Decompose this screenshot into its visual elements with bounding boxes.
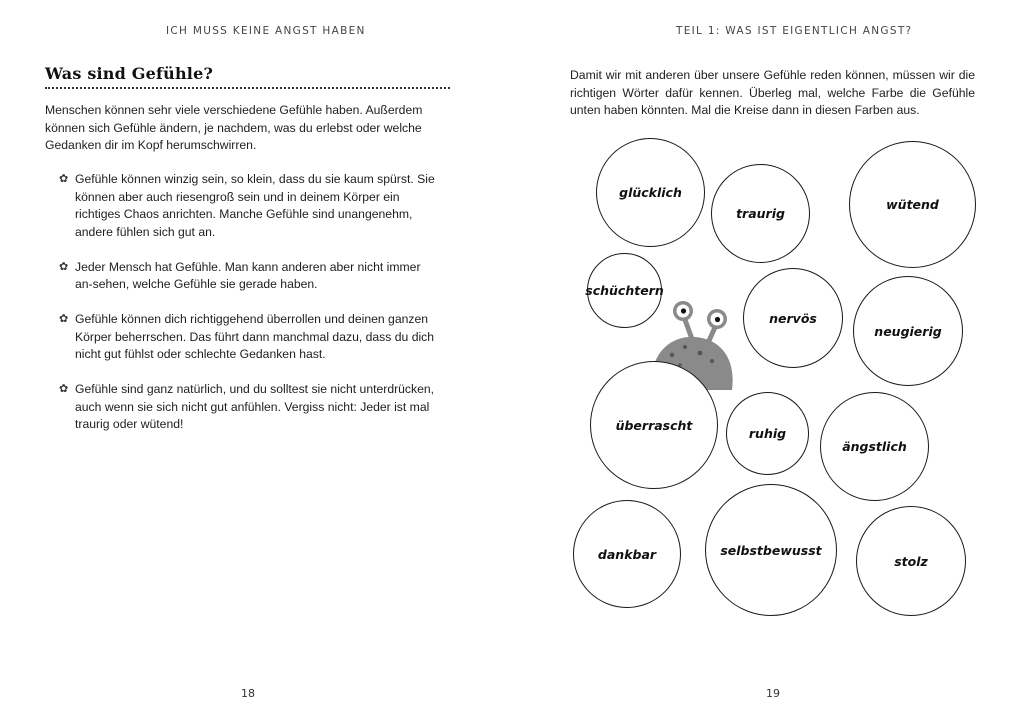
emotion-label: dankbar [597,546,657,562]
bullet-list [59,171,441,451]
emotion-label: glücklich [619,185,682,200]
emotion-circles [510,0,1020,720]
running-head-right: TEIL 1: WAS IST EIGENTLICH ANGST? [676,25,913,37]
emotion-label: wütend [886,197,939,212]
running-head-left: ICH MUSS KEINE ANGST HABEN [166,25,366,37]
emotion-label: nervös [769,310,817,326]
emotion-label: überrascht [615,417,693,433]
bullet-text: Gefühle können dich richtiggehend überrollen und deinen ganzen Körper beherrschen. Das führt dann manchmal dazu, dass du dich nicht gut fühlst oder schlechte Gedanken hast. [75,312,435,361]
bullet-text: Gefühle können winzig sein, so klein, dass du sie kaum spürst. Sie können aber auch riesengroß sein und in deinem Körper ein richtiges Chaos anrichten. Manche Gefühle sind unangenehm, andere fühlen sich gut an. [75,172,435,239]
emotion-circle[interactable] [726,392,809,475]
emotion-label: neugierig [874,323,942,339]
heading-dotted-rule [45,87,450,89]
section-heading: Was sind Gefühle? [45,64,214,83]
emotion-label: schüchtern [585,283,664,298]
emotion-circle[interactable] [573,500,681,608]
emotion-circle[interactable] [596,138,705,247]
emotion-circle[interactable] [849,141,976,268]
bullet-text: Gefühle sind ganz natürlich, und du solltest sie nicht unterdrücken, auch wenn sie sich nicht gut anfühlen. Vergiss nicht: Jeder ist mal traurig oder wütend! [75,382,435,431]
intro-paragraph: Menschen können sehr viele verschiedene Gefühle haben. Außerdem können sich Gefühle ändern, je nachdem, was du erlebst oder welche Gedanken dir im Kopf herumschwirren. [45,103,423,152]
emotion-circle[interactable] [590,361,718,489]
emotion-label: ängstlich [842,439,907,454]
bullet-item [59,259,441,294]
bullet-item [59,381,441,434]
emotion-circle[interactable] [853,276,963,386]
page-number-right: 19 [766,687,780,700]
emotion-circle[interactable] [856,506,966,616]
emotion-circle[interactable] [711,164,810,263]
flower-icon: ✿ [59,260,69,273]
bullet-text: Jeder Mensch hat Gefühle. Man kann anderen aber nicht immer an-sehen, welche Gefühle sie gerade haben. [75,259,421,291]
emotion-circle[interactable] [820,392,929,501]
flower-icon: ✿ [59,313,69,325]
emotion-circle[interactable] [587,253,662,328]
bullet-item [59,171,441,241]
flower-icon: ✿ [59,383,69,395]
emotion-circle[interactable] [705,484,837,616]
emotion-label: ruhig [748,426,787,441]
emotion-label: selbstbewusst [720,542,822,558]
right-page [510,0,1020,720]
flower-icon: ✿ [59,173,69,185]
exercise-instructions: Damit wir mit anderen über unsere Gefühle reden können, müssen wir die richtigen Wörter dafür kennen. Überleg mal, welche Farbe die Gefühle unten haben könnten. Mal die Kreise dann in diesen Farben aus. [570,68,975,117]
emotion-label: stolz [894,553,928,569]
emotion-circle[interactable] [743,268,843,368]
bullet-item [59,311,441,364]
page-number-left: 18 [241,687,255,700]
emotion-label: traurig [736,206,785,221]
